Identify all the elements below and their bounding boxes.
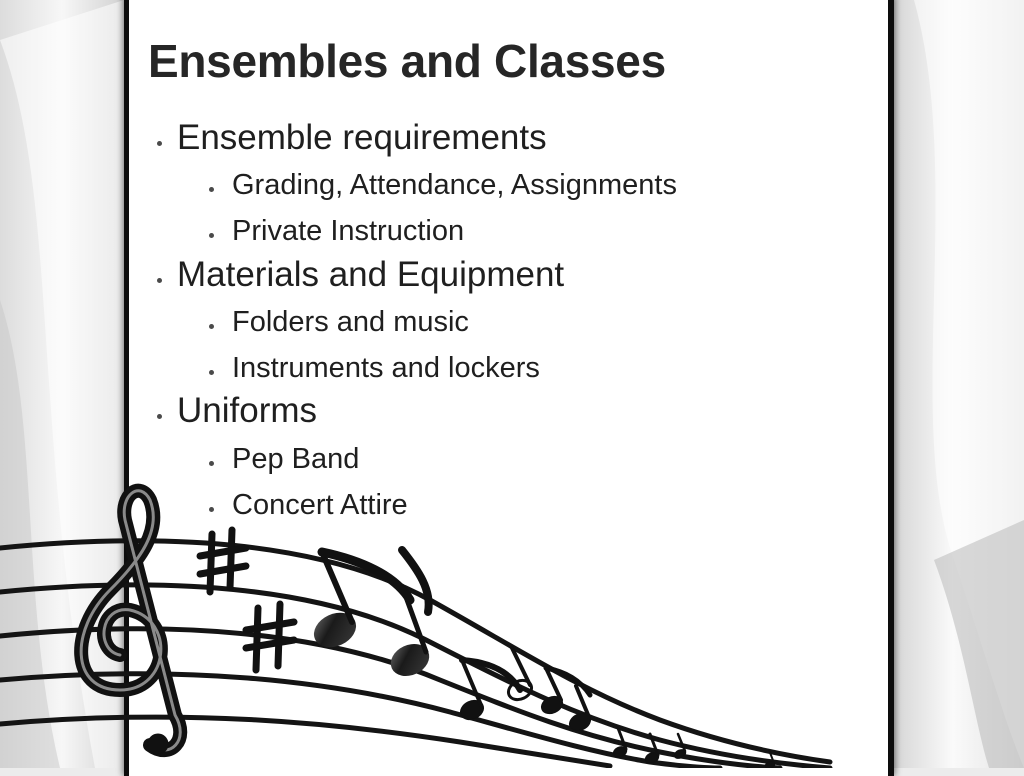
bullet-ensemble-requirements: Ensemble requirements <box>177 118 547 157</box>
slide-title: Ensembles and Classes <box>148 35 666 87</box>
sub-bullet-folders-music: Folders and music <box>232 306 469 338</box>
sub-bullet-concert-attire: Concert Attire <box>232 489 408 521</box>
sub-bullet-pep-band: Pep Band <box>232 443 360 475</box>
slide-content-panel <box>124 0 894 776</box>
background-right-drapes <box>894 0 1024 768</box>
bullet-uniforms: Uniforms <box>177 391 318 430</box>
bullet-materials-equipment: Materials and Equipment <box>177 255 565 294</box>
sub-bullet-instruments-lockers: Instruments and lockers <box>232 352 540 384</box>
sub-bullet-grading: Grading, Attendance, Assignments <box>232 169 677 201</box>
background-left-drapes <box>0 0 124 768</box>
sub-bullet-private-instruction: Private Instruction <box>232 215 465 247</box>
